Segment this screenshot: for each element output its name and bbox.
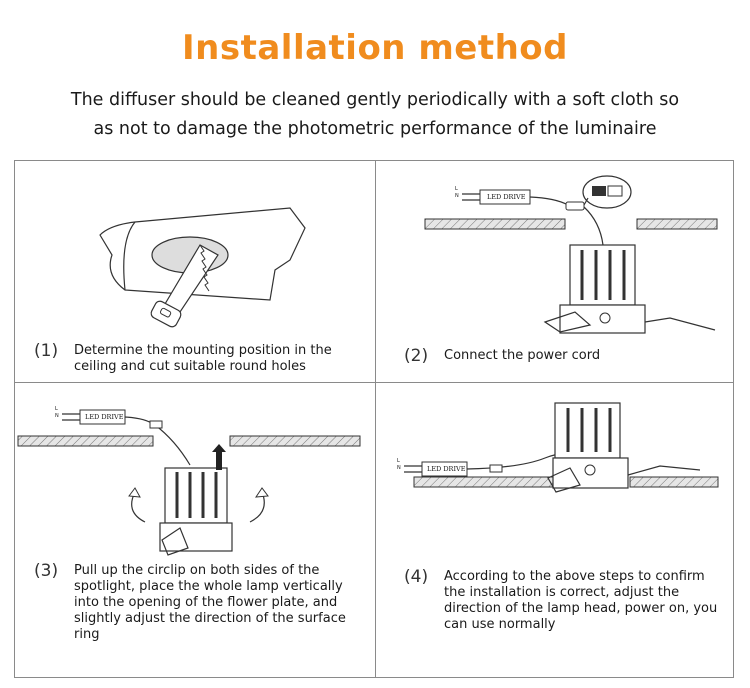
wire-labels-3	[55, 406, 59, 420]
led-drive-label-3: LED DRIVE	[85, 413, 124, 421]
page-title: Installation method	[182, 28, 568, 68]
rotate-arrow-right-icon	[250, 488, 268, 522]
subtitle-line-1: The diffuser should be cleaned gently periodically with a soft cloth so	[70, 90, 680, 110]
ceiling-left	[425, 219, 565, 229]
step-3-text: Pull up the circlip on both sides of the spotlight, place the whole lamp vertically into the opening of the flower plate, and slightly adjust the direction of the surface ring	[74, 563, 346, 642]
wire-label-n: N	[55, 413, 59, 419]
step3-illustration	[18, 410, 360, 555]
wire-label-l: L	[455, 186, 458, 192]
ceiling-left-4	[414, 477, 554, 487]
step-4-number: (4)	[404, 567, 429, 587]
ceiling-right	[637, 219, 717, 229]
ceiling-right-4	[630, 477, 718, 487]
step2-illustration	[425, 176, 717, 333]
step-4-text: According to the above steps to confirm the installation is correct, adjust the direction of the lamp head, power on, you can use normally	[444, 569, 718, 632]
wire-label-l: L	[55, 406, 58, 412]
wire-label-l: L	[397, 458, 400, 464]
step-1-text: Determine the mounting position in the ceiling and cut suitable round holes	[74, 343, 332, 374]
step-3-number: (3)	[34, 561, 59, 581]
rotate-arrow-left-icon	[129, 488, 145, 522]
step-1-number: (1)	[34, 341, 59, 361]
wire-labels-2	[455, 186, 459, 200]
led-drive-label-2: LED DRIVE	[487, 193, 526, 201]
downlight-2	[545, 245, 715, 333]
up-arrow-icon	[212, 444, 226, 470]
step1-illustration	[100, 208, 305, 329]
connector-zoom	[583, 176, 631, 208]
subtitle-line-2: as not to damage the photometric performance of the luminaire	[93, 119, 657, 139]
step4-illustration	[404, 403, 718, 492]
wire-labels-4	[397, 458, 401, 472]
ceiling-left-3	[18, 436, 153, 446]
ceiling-right-3	[230, 436, 360, 446]
wire-label-n: N	[397, 465, 401, 471]
downlight-3	[160, 468, 232, 555]
step-2-text: Connect the power cord	[444, 348, 601, 363]
wire-label-n: N	[455, 193, 459, 199]
step-2-number: (2)	[404, 346, 429, 366]
led-drive-label-4: LED DRIVE	[427, 465, 466, 473]
